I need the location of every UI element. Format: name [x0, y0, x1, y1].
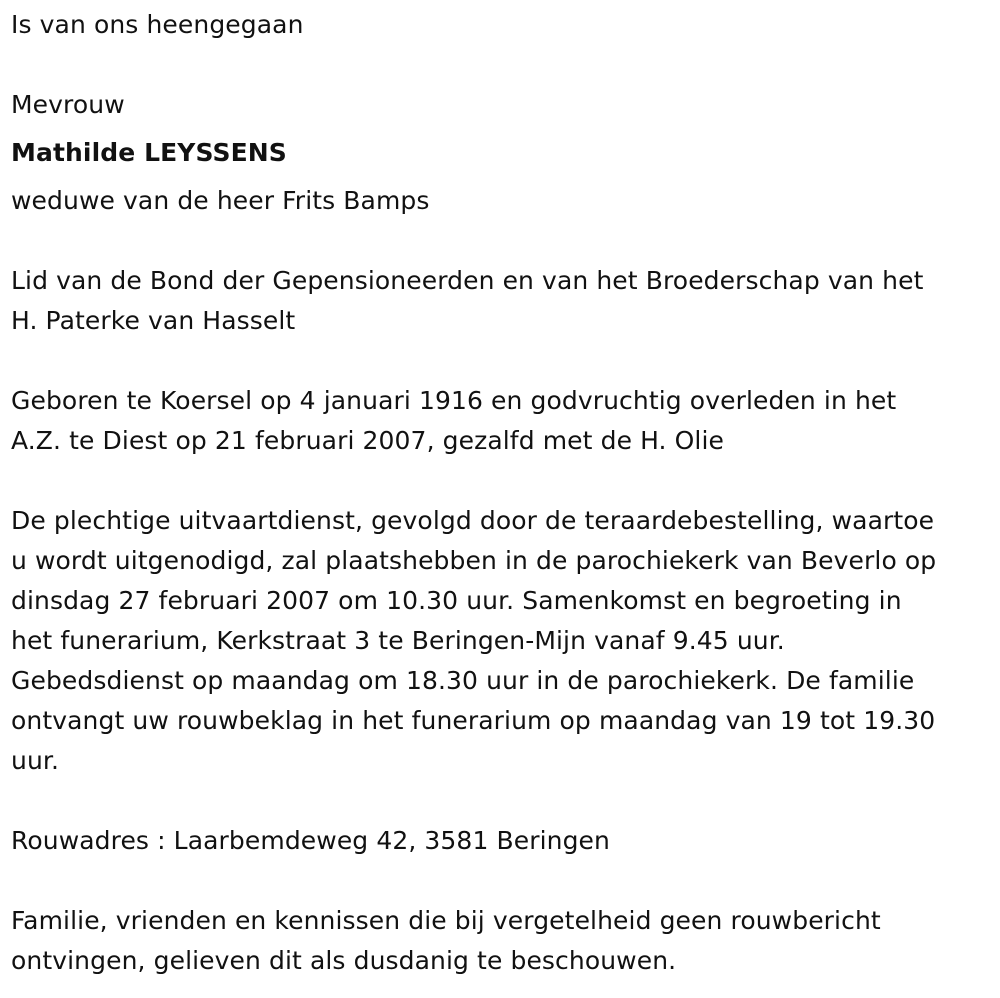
deceased-name: Mathilde LEYSSENS: [11, 138, 287, 167]
salutation: Mevrouw: [11, 90, 125, 119]
membership-line-2: H. Paterke van Hasselt: [11, 306, 296, 335]
closing-line-2: ontvingen, gelieven dit als dusdanig te beschouwen.: [11, 946, 677, 975]
funeral-line-6: ontvangt uw rouwbeklag in het funerarium op maandag van 19 tot 19.30: [11, 706, 936, 735]
funeral-line-1: De plechtige uitvaartdienst, gevolgd door de teraardebestelling, waartoe: [11, 506, 935, 535]
intro-text: Is van ons heengegaan: [11, 10, 304, 39]
relation-text: weduwe van de heer Frits Bamps: [11, 186, 430, 215]
birth-death-line-1: Geboren te Koersel op 4 januari 1916 en godvruchtig overleden in het: [11, 386, 897, 415]
closing-line-1: Familie, vrienden en kennissen die bij vergetelheid geen rouwbericht: [11, 906, 881, 935]
funeral-line-5: Gebedsdienst op maandag om 18.30 uur in de parochiekerk. De familie: [11, 666, 915, 695]
funeral-line-3: dinsdag 27 februari 2007 om 10.30 uur. Samenkomst en begroeting in: [11, 586, 902, 615]
mourning-address: Rouwadres : Laarbemdeweg 42, 3581 Beringen: [11, 826, 610, 855]
birth-death-line-2: A.Z. te Diest op 21 februari 2007, gezalfd met de H. Olie: [11, 426, 724, 455]
funeral-line-4: het funerarium, Kerkstraat 3 te Beringen-Mijn vanaf 9.45 uur.: [11, 626, 785, 655]
membership-line-1: Lid van de Bond der Gepensioneerden en van het Broederschap van het: [11, 266, 924, 295]
funeral-line-7: uur.: [11, 746, 60, 775]
funeral-line-2: u wordt uitgenodigd, zal plaatshebben in de parochiekerk van Beverlo op: [11, 546, 937, 575]
